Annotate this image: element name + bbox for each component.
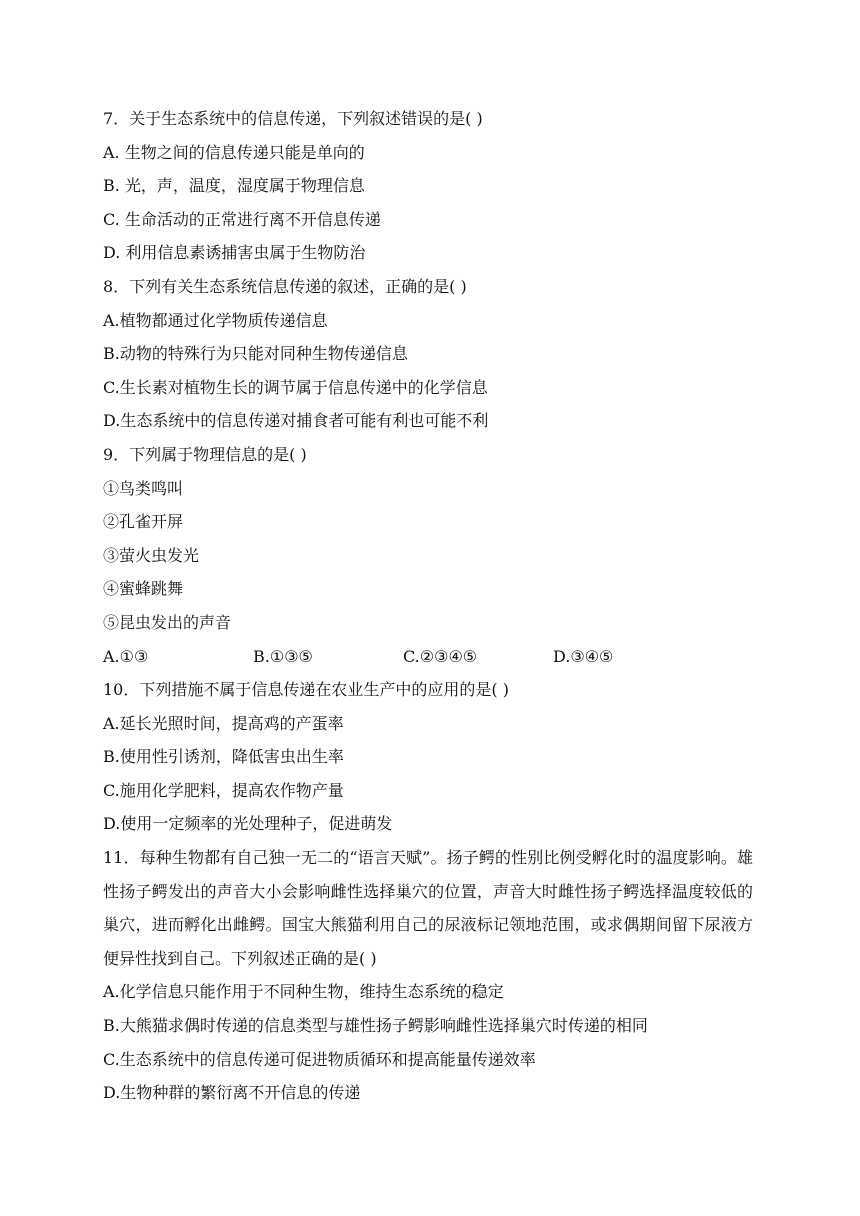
option-b: B.使用性引诱剂，降低害虫出生率 (103, 747, 344, 767)
option-c: C.②③④⑤ (403, 646, 478, 666)
option-b: B.①③⑤ (253, 646, 313, 666)
question-stem: 11．每种生物都有自己独一无二的“语言天赋”。扬子鳄的性别比例受孵化时的温度影响。雄性扬子鳄发出的声音大小会影响雌性选择巢穴的位置，声音大时雌性扬子鳄选择温度较低的巢穴，进而孵化出雌鳄。国宝大熊猫利用自己的尿液标记领地范围，或求偶期间留下尿液方便异性找到自己。下列叙述正确的是( ) (103, 848, 753, 968)
question-11 (103, 841, 753, 1110)
option-c: C.生态系统中的信息传递可促进物质循环和提高能量传递效率 (103, 1049, 536, 1069)
question-stem: 8．下列有关生态系统信息传递的叙述，正确的是( ) (103, 276, 467, 296)
list-item: ①鸟类鸣叫 (103, 478, 184, 498)
list-item: ④蜜蜂跳舞 (103, 579, 184, 599)
option-b: B.动物的特殊行为只能对同种生物传递信息 (103, 344, 408, 364)
option-d: D.③④⑤ (553, 646, 614, 666)
question-10 (103, 673, 753, 841)
question-9 (103, 438, 753, 673)
option-a: A.延长光照时间，提高鸡的产蛋率 (103, 713, 344, 733)
option-c: C.生长素对植物生长的调节属于信息传递中的化学信息 (103, 377, 488, 397)
question-8 (103, 270, 753, 438)
list-item: ③萤火虫发光 (103, 545, 200, 565)
question-list (103, 102, 753, 1110)
question-7 (103, 102, 753, 270)
option-c: C.施用化学肥料，提高农作物产量 (103, 780, 344, 800)
option-c: C. 生命活动的正常进行离不开信息传递 (103, 209, 381, 229)
option-a: A.①③ (103, 646, 149, 666)
list-item: ⑤昆虫发出的声音 (103, 612, 232, 632)
option-d: D.使用一定频率的光处理种子，促进萌发 (103, 814, 393, 834)
list-item: ②孔雀开屏 (103, 512, 184, 532)
option-b: B.大熊猫求偶时传递的信息类型与雄性扬子鳄影响雌性选择巢穴时传递的相同 (103, 1016, 648, 1036)
option-d: D. 利用信息素诱捕害虫属于生物防治 (103, 243, 366, 263)
option-d: D.生态系统中的信息传递对捕食者可能有利也可能不利 (103, 411, 489, 431)
question-stem: 9．下列属于物理信息的是( ) (103, 444, 307, 464)
options-row (103, 640, 753, 674)
option-a: A. 生物之间的信息传递只能是单向的 (103, 142, 365, 162)
question-stem: 7．关于生态系统中的信息传递，下列叙述错误的是( ) (103, 109, 483, 128)
option-a: A.化学信息只能作用于不同种生物，维持生态系统的稳定 (103, 982, 504, 1002)
question-stem: 10．下列措施不属于信息传递在农业生产中的应用的是( ) (103, 680, 509, 700)
option-d: D.生物种群的繁衍离不开信息的传递 (103, 1083, 361, 1103)
option-a: A.植物都通过化学物质传递信息 (103, 310, 328, 330)
option-b: B. 光，声，温度，湿度属于物理信息 (103, 176, 365, 196)
